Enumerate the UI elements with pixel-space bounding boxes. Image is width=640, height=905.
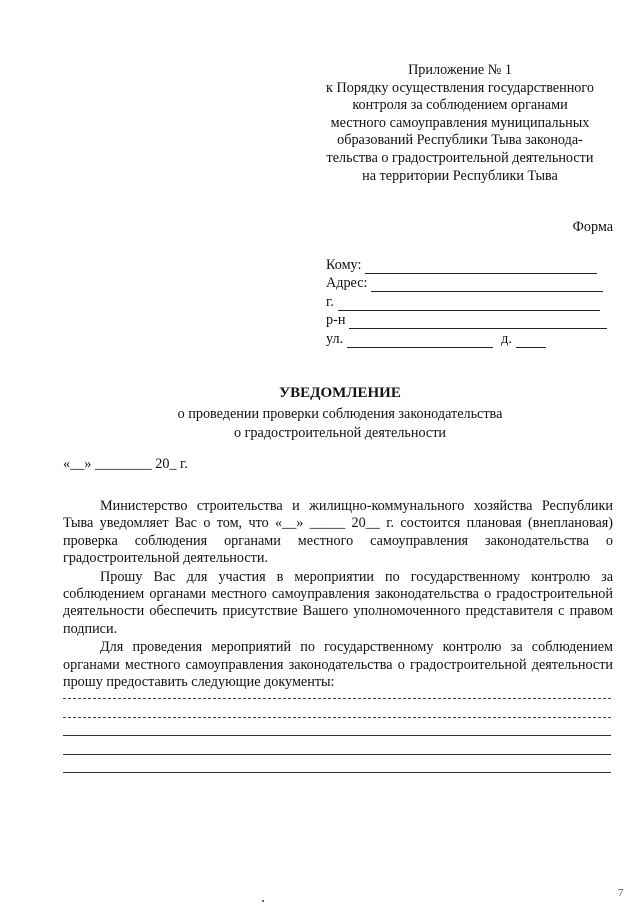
notice-title: УВЕДОМЛЕНИЕ <box>279 385 401 401</box>
appendix-title: Приложение № 1 <box>408 62 512 78</box>
blank-line[interactable] <box>63 754 611 755</box>
recipient-block <box>326 255 616 348</box>
appendix-line: тельства о градостроительной деятельности <box>326 149 594 166</box>
appendix-line: к Порядку осуществления государственного <box>326 79 594 96</box>
recipient-district-row <box>326 311 616 330</box>
appendix-line: на территории Республики Тыва <box>362 167 558 184</box>
recipient-address-field[interactable] <box>371 278 603 292</box>
documents-blank-lines <box>63 698 611 791</box>
notice-subtitle-line: о градостроительной деятельности <box>233 425 447 441</box>
blank-line[interactable] <box>63 735 611 736</box>
recipient-to-row <box>326 255 616 274</box>
recipient-district-field[interactable] <box>349 315 607 329</box>
paragraph-request-representative: Прошу Вас для участия в мероприятии по государственному контролю за соблюдением органами местного самоуправления законодательства о градостроительной деятельности обеспечить присутствие Вашего уполномоченного представителя с правом подписи. <box>63 568 613 637</box>
recipient-address-label: Адрес: <box>326 275 368 291</box>
paragraph-notification: Министерство строительства и жилищно-коммунального хозяйства Республики Тыва уведомляет Вас о том, что «__» _____ 20__ г. состоится плановая (внеплановая) проверка соблюдения органами местного самоуправления законодательства о градостроительной деятельности. <box>63 498 613 567</box>
recipient-house-field[interactable] <box>516 334 546 348</box>
scan-artifact-dot <box>262 900 264 902</box>
blank-line[interactable] <box>63 717 611 718</box>
appendix-line: контроля за соблюдением органами <box>352 97 568 114</box>
blank-line[interactable] <box>63 772 611 773</box>
recipient-city-label: г. <box>326 293 334 310</box>
notice-body <box>63 498 613 691</box>
blank-line[interactable] <box>63 698 611 699</box>
recipient-address-row <box>326 274 616 293</box>
recipient-to-label: Кому: <box>326 256 362 273</box>
appendix-header <box>300 62 620 185</box>
recipient-street-row <box>326 329 616 348</box>
appendix-line: местного самоуправления муниципальных <box>330 114 590 131</box>
recipient-district-label: р-н <box>326 312 346 328</box>
recipient-house-label: д. <box>501 330 512 347</box>
recipient-street-field[interactable] <box>347 334 493 348</box>
notice-subtitle <box>60 405 620 443</box>
appendix-line: образований Республики Тыва законода- <box>337 132 583 149</box>
notice-subtitle-line: о проведении проверки соблюдения законодательства <box>177 406 503 422</box>
paragraph-documents-request: Для проведения мероприятий по государственному контролю за соблюдением органами местного самоуправления законодательства о градостроительной деятельности прошу предоставить следующие документы: <box>63 639 613 691</box>
recipient-street-label: ул. <box>326 330 344 347</box>
date-line: «__» ________ 20_ г. <box>63 456 188 472</box>
page-number: 7 <box>618 887 624 899</box>
recipient-to-field[interactable] <box>365 260 597 274</box>
form-label: Форма <box>572 219 613 235</box>
recipient-city-row <box>326 292 616 311</box>
recipient-city-field[interactable] <box>338 297 600 311</box>
